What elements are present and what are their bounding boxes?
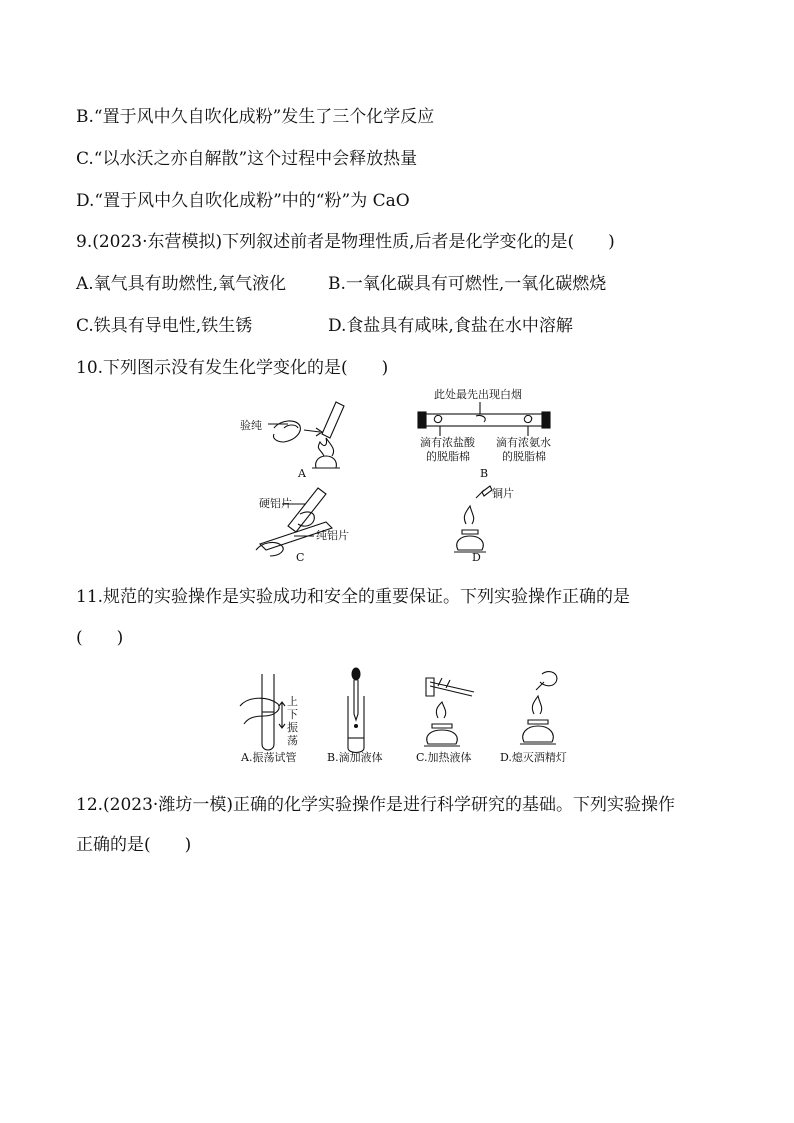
q9-option-a: A.氧气具有助燃性,氧气液化	[76, 274, 287, 294]
q9-option-d: D.食盐具有咸味,食盐在水中溶解	[328, 316, 573, 336]
q10-b-right-label-2: 的脱脂棉	[502, 450, 546, 463]
q10-b-right-label-1: 滴有浓氨水	[496, 436, 551, 449]
q11-figure-d	[498, 666, 578, 768]
q10-figure-b	[410, 388, 560, 480]
q11-a-side-2: 下	[287, 708, 298, 721]
q8-option-b: B.“置于风中久自吹化成粉”发生了三个化学反应	[76, 107, 435, 127]
q10-c-label-1: 硬铝片	[259, 497, 292, 510]
q10-stem: 10.下列图示没有发生化学变化的是( )	[76, 358, 389, 378]
heating-copper-drawing	[440, 484, 530, 566]
q11-figure-a	[238, 666, 314, 768]
q10-figure-c	[252, 484, 362, 566]
q8-option-d: D.“置于风中久自吹化成粉”中的“粉”为 CaO	[76, 191, 410, 211]
q11-figure-b	[326, 666, 402, 768]
q11-stem-line-2: ( )	[76, 628, 124, 648]
q11-a-side-3: 振	[287, 721, 298, 734]
q10-d-letter: D	[472, 551, 481, 564]
q11-d-caption: D.熄灭酒精灯	[500, 751, 567, 764]
q10-c-letter: C	[296, 551, 305, 564]
q11-b-caption: B.滴加液体	[327, 751, 383, 764]
q11-a-side-4: 荡	[287, 734, 298, 747]
q10-figure-a	[240, 398, 370, 480]
q11-c-caption: C.加热液体	[416, 751, 472, 764]
q12-stem-line-2: 正确的是( )	[76, 835, 192, 855]
q8-option-c: C.“以水沃之亦自解散”这个过程中会释放热量	[76, 149, 418, 169]
q11-stem-line-1: 11.规范的实验操作是实验成功和安全的重要保证。下列实验操作正确的是	[76, 587, 631, 607]
q10-b-left-label-1: 滴有浓盐酸	[420, 436, 475, 449]
q10-b-top-label: 此处最先出现白烟	[434, 388, 522, 401]
q9-stem: 9.(2023·东营模拟)下列叙述前者是物理性质,后者是化学变化的是( )	[76, 232, 615, 252]
q11-a-side-1: 上	[287, 695, 298, 708]
q10-a-label: 验纯	[240, 419, 262, 432]
q10-figure-d	[440, 484, 530, 566]
q10-d-label: 铜片	[492, 487, 514, 500]
q9-option-b: B.一氧化碳具有可燃性,一氧化碳燃烧	[328, 274, 607, 294]
q11-figure-c	[412, 666, 492, 768]
q10-a-letter: A	[298, 467, 306, 480]
q10-b-letter: B	[480, 467, 489, 480]
q10-b-left-label-2: 的脱脂棉	[426, 450, 470, 463]
q9-option-c: C.铁具有导电性,铁生锈	[76, 316, 253, 336]
q10-c-label-2: 纯铝片	[316, 529, 349, 542]
q12-stem-line-1: 12.(2023·潍坊一模)正确的化学实验操作是进行科学研究的基础。下列实验操作	[76, 795, 675, 815]
q11-a-caption: A.振荡试管	[241, 751, 297, 764]
